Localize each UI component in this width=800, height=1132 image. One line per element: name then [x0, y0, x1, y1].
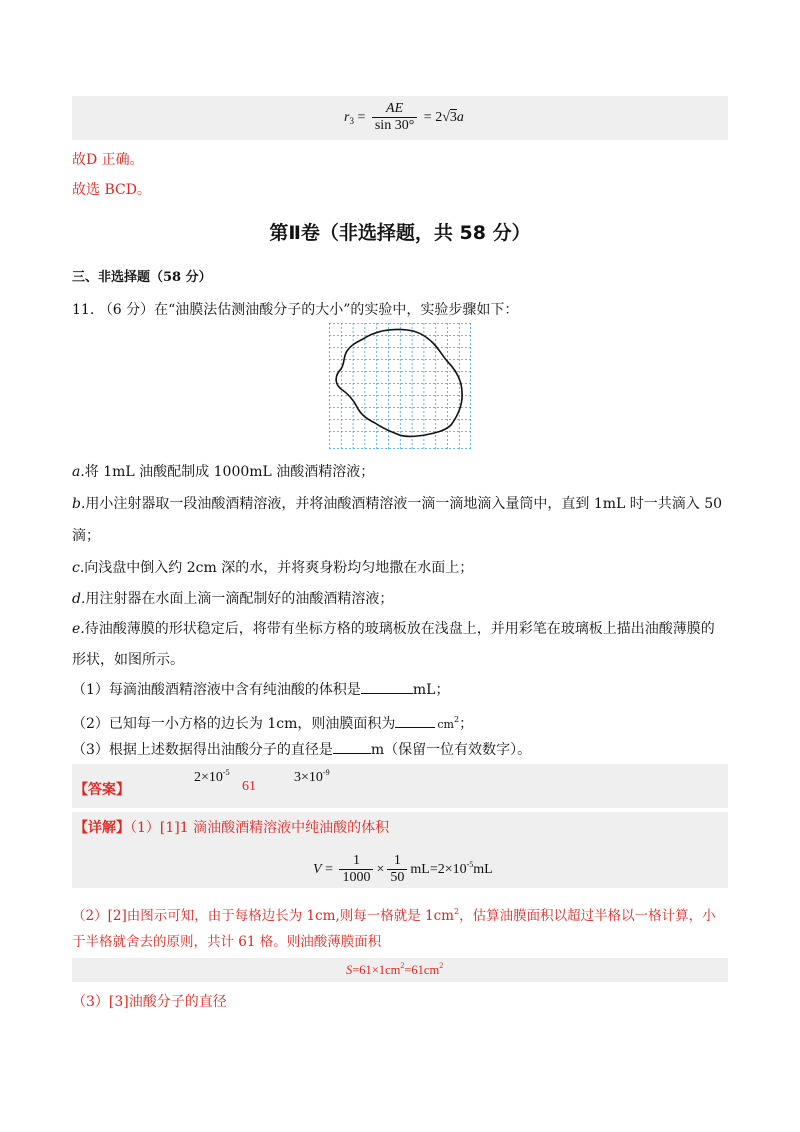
detail-text: ，估算油膜面积以超过半格以一格计算，小 — [459, 908, 716, 924]
answer-3 — [294, 768, 330, 786]
answer-exp: -5 — [222, 768, 230, 777]
formula-fraction — [339, 853, 373, 886]
formula-lhs-var: r — [344, 110, 350, 125]
detail-text: （1）[1]1 滴油酸酒精溶液中纯油酸的体积 — [130, 820, 390, 836]
formula-rhs-root: 3 — [449, 110, 457, 125]
step-e — [72, 619, 715, 639]
formula-fraction — [387, 853, 407, 886]
formula-rhs-coef: = 2 — [423, 110, 443, 125]
formula-denominator: sin 30° — [374, 118, 415, 134]
formula-lhs-sub: 3 — [349, 116, 354, 126]
step-text: 待油酸薄膜的形状稳定后，将带有坐标方格的玻璃板放在浅盘上，并用彩笔在玻璃板上描出油酸薄膜的 — [84, 621, 715, 637]
sub-question-text: （1）每滴油酸酒精溶液中含有纯油酸的体积是 — [72, 682, 361, 698]
formula-eq: = — [325, 862, 333, 877]
answer-base: 2×10 — [194, 770, 223, 785]
formula-mid: =61×1cm — [352, 963, 401, 977]
formula-rhs-var: a — [456, 110, 464, 125]
step-text: 滴； — [72, 528, 100, 544]
formula-times: × — [376, 862, 385, 877]
formula-var: S — [346, 963, 353, 977]
formula-unit: mL — [473, 862, 493, 877]
sub-question-1 — [72, 680, 449, 700]
detail-line-3: 于半格就舍去的原则，共计 61 格。则油酸薄膜面积 — [72, 934, 382, 950]
detail-line-4: （3）[3]油酸分子的直径 — [72, 994, 227, 1010]
sub-question-text: m（保留一位有效数字）。 — [370, 742, 532, 758]
step-text: 用注射器在水面上滴一滴配制好的油酸酒精溶液； — [85, 591, 394, 607]
section-heading: 三、非选择题（58 分） — [72, 270, 212, 285]
answer-blank — [395, 714, 435, 728]
detail-text: （2）[2]由图示可知，由于每格边长为 1cm,则每一格就是 1cm — [72, 908, 454, 924]
unit: cm — [437, 718, 454, 731]
conclusion-d: 故D 正确。 — [72, 152, 144, 168]
formula-numerator: AE — [372, 101, 417, 118]
formula-denominator: 50 — [390, 870, 405, 886]
detail-line-2 — [72, 902, 716, 926]
question-intro: 11. （6 分）在“油膜法估测油酸分子的大小”的实验中，实验步骤如下： — [72, 302, 519, 318]
step-letter: b. — [72, 496, 86, 512]
answer-exp: -9 — [322, 768, 330, 777]
top-formula: $r_3$ = $\frac{AE}{\sin 30^\circ}$ = 2√3a — [344, 101, 464, 134]
sub-question-3 — [72, 740, 531, 760]
sqrt-symbol: √ — [442, 110, 450, 125]
sub-question-text: （3）根据上述数据得出油酸分子的直径是 — [72, 742, 333, 758]
step-letter: c. — [72, 560, 85, 576]
sub-question-2 — [72, 710, 473, 735]
step-d — [72, 589, 393, 609]
unit-sup: 2 — [453, 715, 460, 724]
step-text: 用小注射器取一段油酸酒精溶液，并将油酸酒精溶液一滴一滴地滴入量筒中，直到 1mL 时一共滴入 50 — [85, 496, 723, 512]
oil-film-grid-figure — [329, 323, 471, 449]
step-b-continued — [72, 526, 100, 546]
sub-question-text: ； — [459, 716, 474, 732]
detail-sup: 2 — [454, 907, 460, 916]
sub-question-text: （2）已知每一小方格的边长为 1cm，则油膜面积为 — [72, 716, 396, 732]
answer-blank — [333, 740, 371, 754]
answer-1 — [194, 768, 230, 786]
step-letter: a. — [72, 464, 85, 480]
step-e-continued — [72, 650, 184, 670]
answer-label: 【答案】 — [74, 782, 130, 798]
area-formula — [346, 961, 443, 978]
step-a — [72, 462, 374, 482]
step-letter: d. — [72, 591, 86, 607]
answer-base: 3×10 — [294, 770, 323, 785]
formula-fraction — [372, 101, 417, 134]
sub-question-text: mL； — [412, 682, 450, 698]
formula-numerator: 1 — [339, 853, 373, 870]
formula-rhs: mL=2×10 — [410, 862, 467, 877]
step-c — [72, 558, 473, 578]
formula-exp: -5 — [466, 860, 474, 869]
formula-end: =61cm — [404, 963, 440, 977]
volume-formula — [313, 845, 493, 890]
answer-blank — [361, 680, 413, 694]
step-text: 向浅盘中倒入约 2cm 深的水，并将爽身粉均匀地撒在水面上； — [84, 560, 474, 576]
answer-box — [72, 764, 728, 808]
formula-numerator: 1 — [387, 853, 407, 870]
section-title: 第Ⅱ卷（非选择题，共 58 分） — [269, 222, 531, 244]
formula-sup: 2 — [400, 961, 405, 970]
step-letter: e. — [72, 621, 85, 637]
step-text: 形状，如图所示。 — [72, 652, 184, 668]
step-text: 将 1mL 油酸配制成 1000mL 油酸酒精溶液； — [84, 464, 375, 480]
conclusion-answer: 故选 BCD。 — [72, 182, 151, 198]
formula-var: V — [313, 862, 322, 877]
formula-denominator: 1000 — [342, 870, 371, 886]
formula-sup: 2 — [439, 961, 444, 970]
oil-film-outline — [336, 329, 462, 436]
detail-line-1 — [74, 818, 389, 838]
detail-label: 【详解】 — [74, 820, 130, 836]
answer-2: 61 — [242, 779, 256, 794]
step-b — [72, 494, 722, 514]
